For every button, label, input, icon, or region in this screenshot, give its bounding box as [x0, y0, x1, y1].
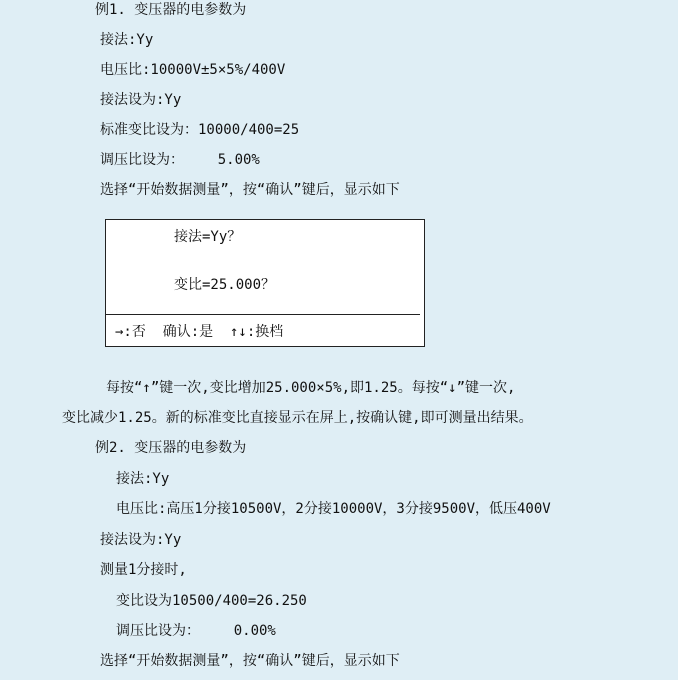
example1-title: 例1. 变压器的电参数为: [95, 2, 247, 18]
screen-divider: [106, 314, 420, 315]
key-hint-bar: →:否 确认:是 ↑↓:换档: [115, 324, 284, 340]
paragraph-line-1: 每按“↑”键一次,变比增加25.000×5%,即1.25。每按“↓”键一次,: [106, 380, 516, 396]
example1-tap-ratio: 调压比设为： 5.00%: [100, 152, 260, 168]
paragraph-line-2: 变比减少1.25。新的标准变比直接显示在屏上,按确认键,即可测量出结果。: [62, 410, 533, 426]
ratio-prompt: 变比=25.000？: [174, 277, 276, 293]
display-screen: [105, 219, 425, 347]
example1-connection-set: 接法设为:Yy: [100, 92, 182, 108]
example1-standard-ratio: 标准变比设为：10000/400=25: [100, 122, 300, 138]
example2-title: 例2. 变压器的电参数为: [95, 440, 247, 456]
example2-measure-note: 测量1分接时,: [100, 562, 187, 578]
example2-connection: 接法:Yy: [116, 471, 170, 487]
example2-ratio-set: 变比设为10500/400=26.250: [116, 593, 307, 609]
connection-prompt: 接法=Yy？: [174, 229, 242, 245]
example1-instruction: 选择“开始数据测量”，按“确认”键后，显示如下: [100, 182, 400, 198]
example1-voltage-ratio: 电压比:10000V±5×5%/400V: [100, 62, 286, 78]
example2-connection-set: 接法设为:Yy: [100, 532, 182, 548]
example2-instruction: 选择“开始数据测量”，按“确认”键后，显示如下: [100, 653, 400, 669]
example2-voltage-ratio: 电压比:高压1分接10500V，2分接10000V，3分接9500V，低压400V: [116, 501, 551, 517]
example2-tap-ratio: 调压比设为： 0.00%: [116, 623, 276, 639]
example1-connection: 接法:Yy: [100, 32, 154, 48]
